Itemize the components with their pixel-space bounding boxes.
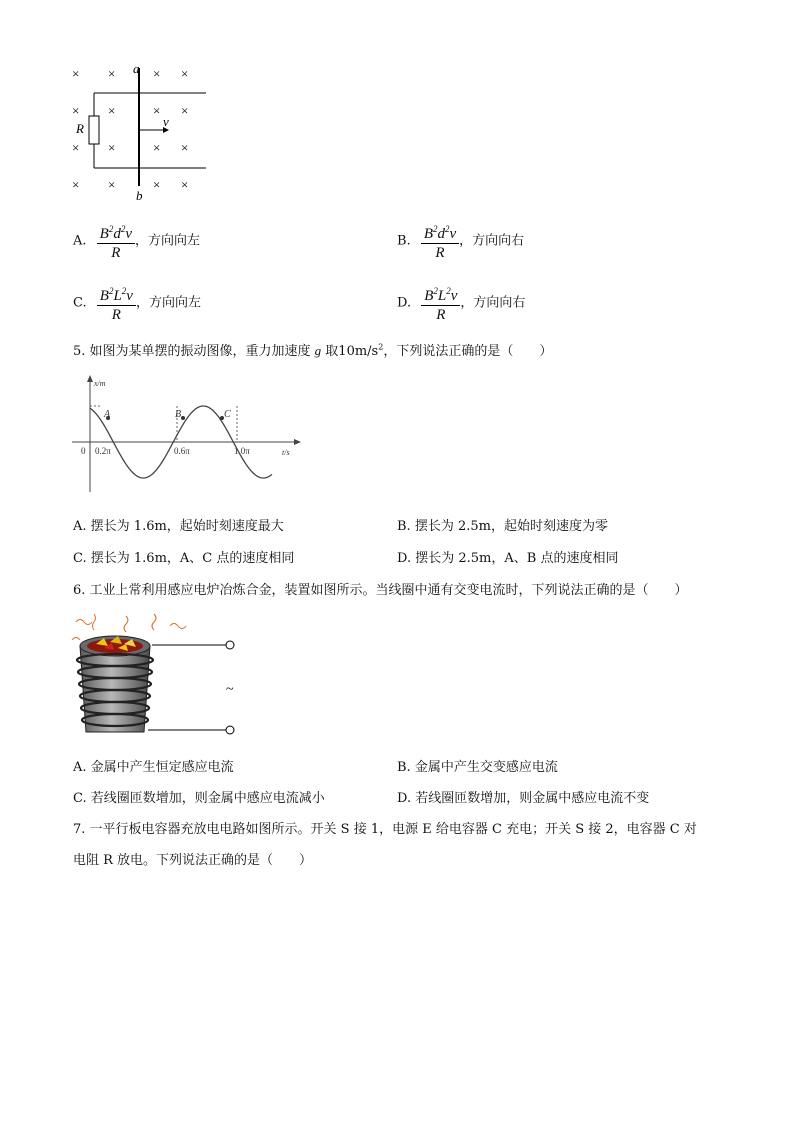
option-letter: B. <box>397 519 411 534</box>
fraction-numerator: $B^2d^2v$ <box>97 220 135 244</box>
fraction-numerator: $B^2L^2v$ <box>421 282 460 306</box>
option-letter: A. <box>73 760 87 775</box>
heat-waves <box>72 614 186 640</box>
q5-option-c[interactable] <box>73 547 294 566</box>
fraction-denominator: R <box>111 307 121 323</box>
field-cross: × <box>181 140 189 155</box>
q4-option-d[interactable] <box>397 282 525 324</box>
option-letter: D. <box>397 791 412 806</box>
field-cross: × <box>153 140 161 155</box>
x-axis-arrow <box>294 439 301 445</box>
field-cross: × <box>72 103 80 118</box>
q4-rail-figure <box>66 58 216 206</box>
option-text: 摆长为 1.6m，A、C 点的速度相同 <box>90 551 295 566</box>
field-cross: × <box>153 66 161 81</box>
q5-option-a[interactable] <box>73 515 284 534</box>
q5-stem-text: 5. 如图为某单摆的振动图像，重力加速度 <box>73 344 315 359</box>
q5-option-d[interactable] <box>397 547 618 566</box>
option-fraction <box>421 282 460 324</box>
fraction-numerator: $B^2L^2v$ <box>97 282 136 306</box>
label-b: b <box>136 188 143 203</box>
fraction-denominator: R <box>435 245 445 261</box>
tick-label: 1.0π <box>234 446 250 456</box>
option-text: 摆长为 1.6m，起始时刻速度最大 <box>90 519 284 534</box>
terminal-top <box>226 641 234 649</box>
q6-option-d[interactable] <box>397 787 649 806</box>
option-suffix: ，方向向右 <box>460 295 526 311</box>
field-cross: × <box>153 103 161 118</box>
q5-oscillation-graph <box>66 372 306 498</box>
q5-graph-svg <box>66 372 306 498</box>
q7-stem-line2: 电阻 R 放电。下列说法正确的是（ ） <box>73 853 313 868</box>
option-fraction <box>421 220 459 262</box>
terminal-bottom <box>226 726 234 734</box>
field-cross: × <box>72 140 80 155</box>
option-letter: C. <box>73 295 87 311</box>
option-letter: A. <box>73 519 87 534</box>
q5-option-b[interactable] <box>397 515 608 534</box>
field-cross: × <box>72 66 80 81</box>
option-suffix: ，方向向左 <box>135 295 201 311</box>
ac-symbol: ~ <box>226 682 234 697</box>
label-R: R <box>76 121 84 136</box>
x-axis-label: t/s <box>282 448 290 457</box>
option-letter: A. <box>73 233 87 249</box>
furnace-svg <box>66 608 246 740</box>
point-label-C: C <box>224 409 231 420</box>
q6-stem: 6. 工业上常利用感应电炉冶炼合金，装置如图所示。当线圈中通有交变电流时，下列说法正确的是（ ） <box>73 583 688 598</box>
option-text: 摆长为 2.5m，A、B 点的速度相同 <box>415 551 619 566</box>
option-letter: D. <box>397 295 412 311</box>
option-suffix: ，方向向右 <box>459 233 525 249</box>
option-text: 若线圈匝数增加，则金属中感应电流减小 <box>90 791 325 806</box>
point-B <box>181 416 185 420</box>
field-cross: × <box>108 140 116 155</box>
q6-option-c[interactable] <box>73 787 325 806</box>
q6-option-b[interactable] <box>397 756 558 775</box>
q5-stem <box>73 340 552 359</box>
option-letter: D. <box>397 551 412 566</box>
field-cross: × <box>181 103 189 118</box>
q4-option-a[interactable] <box>73 220 200 262</box>
field-cross: × <box>108 103 116 118</box>
option-letter: B. <box>397 760 411 775</box>
field-cross: × <box>153 177 161 192</box>
field-cross: × <box>181 66 189 81</box>
field-cross: × <box>181 177 189 192</box>
option-text: 金属中产生交变感应电流 <box>414 760 558 775</box>
option-fraction <box>97 220 135 262</box>
option-letter: C. <box>73 551 87 566</box>
q7-stem-line1: 7. 一平行板电容器充放电电路如图所示。开关 S 接 1，电源 E 给电容器 C 充电；开关 S 接 2，电容器 C 对 <box>73 822 697 837</box>
q6-furnace-figure <box>66 608 246 740</box>
q5-stem-text: 取10m/s <box>321 344 379 359</box>
q4-option-c[interactable] <box>73 282 201 324</box>
label-v: v <box>163 114 169 129</box>
option-fraction <box>97 282 136 324</box>
fraction-denominator: R <box>111 245 121 261</box>
fraction-denominator: R <box>436 307 446 323</box>
resistor-R <box>89 116 99 144</box>
field-cross: × <box>72 177 80 192</box>
field-cross: × <box>108 177 116 192</box>
option-letter: C. <box>73 791 87 806</box>
q6-option-a[interactable] <box>73 756 234 775</box>
point-label-B: B <box>175 409 182 420</box>
q4-option-b[interactable] <box>397 220 524 262</box>
option-text: 若线圈匝数增加，则金属中感应电流不变 <box>415 791 650 806</box>
option-letter: B. <box>397 233 411 249</box>
q4-rail-diagram <box>66 58 216 206</box>
y-axis-label: x/m <box>94 379 106 388</box>
q5-stem-sup: 2 <box>378 342 384 352</box>
tick-label: 0.6π <box>174 446 190 456</box>
origin-label: 0 <box>81 446 86 456</box>
point-label-A: A <box>104 409 111 420</box>
fraction-numerator: $B^2d^2v$ <box>421 220 459 244</box>
q5-stem-g: g <box>314 343 322 358</box>
label-a: a <box>133 61 140 76</box>
q5-stem-text: ，下列说法正确的是（ ） <box>383 344 553 359</box>
y-axis-arrow <box>87 375 93 382</box>
option-suffix: ，方向向左 <box>135 233 201 249</box>
option-text: 金属中产生恒定感应电流 <box>90 760 234 775</box>
field-cross: × <box>108 66 116 81</box>
tick-label: 0.2π <box>95 446 111 456</box>
option-text: 摆长为 2.5m，起始时刻速度为零 <box>414 519 608 534</box>
